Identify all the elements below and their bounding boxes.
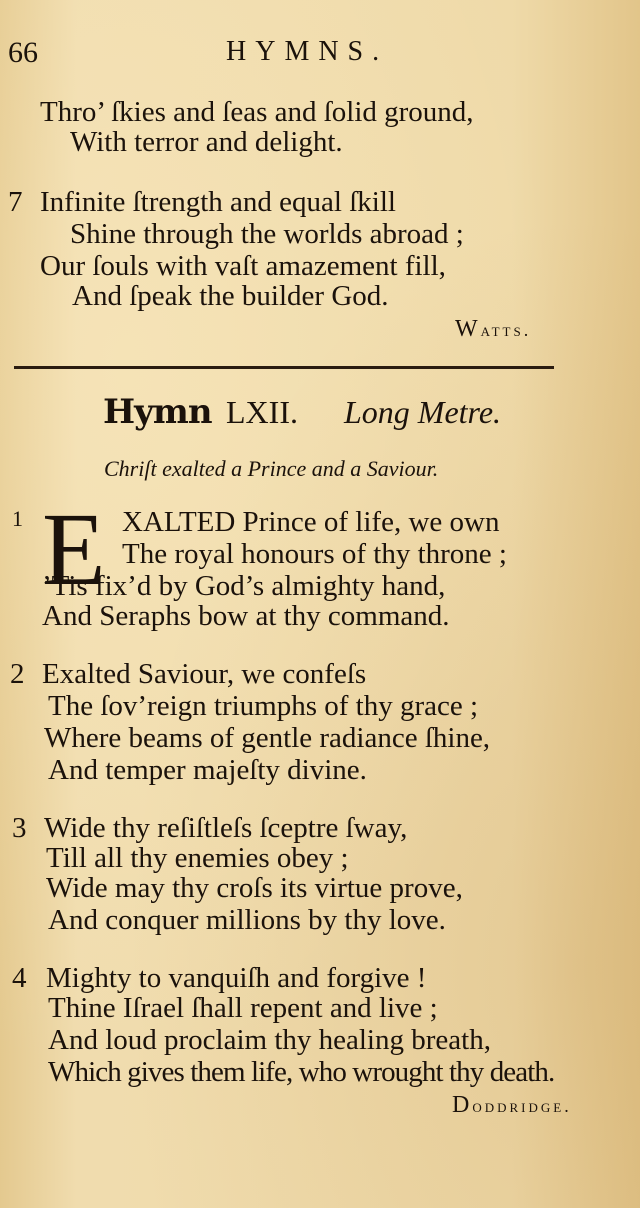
author-initial: W: [455, 316, 481, 342]
hymn-line: ’Tis fix’d by God’s almighty hand,: [42, 570, 446, 602]
hymn-line: And Seraphs bow at thy command.: [42, 600, 450, 632]
hymn-number: LXII.: [226, 394, 298, 430]
running-title: HYMNS.: [226, 36, 389, 67]
author-rest: oddridge.: [472, 1096, 572, 1116]
verse-number: 3: [12, 812, 27, 844]
verse-number: 2: [10, 658, 25, 690]
hymn-line: Mighty to vanquiſh and forgive !: [46, 962, 427, 994]
hymn-label: Hymn: [103, 392, 212, 432]
hymn-line: Thro’ ſkies and ſeas and ſolid ground,: [40, 96, 474, 128]
author-rest: atts.: [480, 320, 532, 340]
hymn-line: The ſov’reign triumphs of thy grace ;: [48, 690, 479, 722]
hymn-line: And loud proclaim thy healing breath,: [48, 1024, 491, 1056]
hymn-line: Shine through the worlds abroad ;: [70, 218, 464, 250]
hymn-line: Wide may thy croſs its virtue prove,: [46, 872, 463, 904]
hymn-line: The royal honours of thy throne ;: [122, 538, 507, 570]
hymn-line: Till all thy enemies obey ;: [46, 842, 349, 874]
hymn-subtitle: Chriſt exalted a Prince and a Saviour.: [104, 456, 439, 481]
hymn-line: Thine Iſrael ſhall repent and live ;: [48, 992, 438, 1024]
author-credit: [455, 316, 531, 343]
hymn-line: XALTED Prince of life, we own: [122, 506, 500, 538]
page-number: 66: [8, 36, 38, 69]
verse-number: 7: [8, 186, 23, 218]
hymn-line: Where beams of gentle radiance ſhine,: [44, 722, 491, 754]
author-credit: [452, 1092, 572, 1119]
hymn-line: Infinite ſtrength and equal ſkill: [40, 186, 396, 218]
hymn-metre: Long Metre.: [344, 394, 502, 430]
hymn-line: And conquer millions by thy love.: [48, 904, 446, 936]
hymn-line: Our ſouls with vaſt amazement fill,: [40, 250, 446, 282]
verse-number: 1: [12, 506, 23, 531]
verse-number: 4: [12, 962, 27, 994]
hymn-line: With terror and delight.: [70, 126, 343, 158]
hymn-line: And temper majeſty divine.: [48, 754, 367, 786]
section-divider: [14, 366, 554, 369]
hymn-line: And ſpeak the builder God.: [72, 280, 389, 312]
hymn-line: Wide thy reſiſtleſs ſceptre ſway,: [44, 812, 408, 844]
hymn-line: Exalted Saviour, we confeſs: [42, 658, 367, 690]
drop-cap: E: [42, 492, 106, 607]
hymn-line: Which gives them life, who wrought thy death.: [48, 1056, 555, 1088]
author-initial: D: [452, 1092, 473, 1118]
